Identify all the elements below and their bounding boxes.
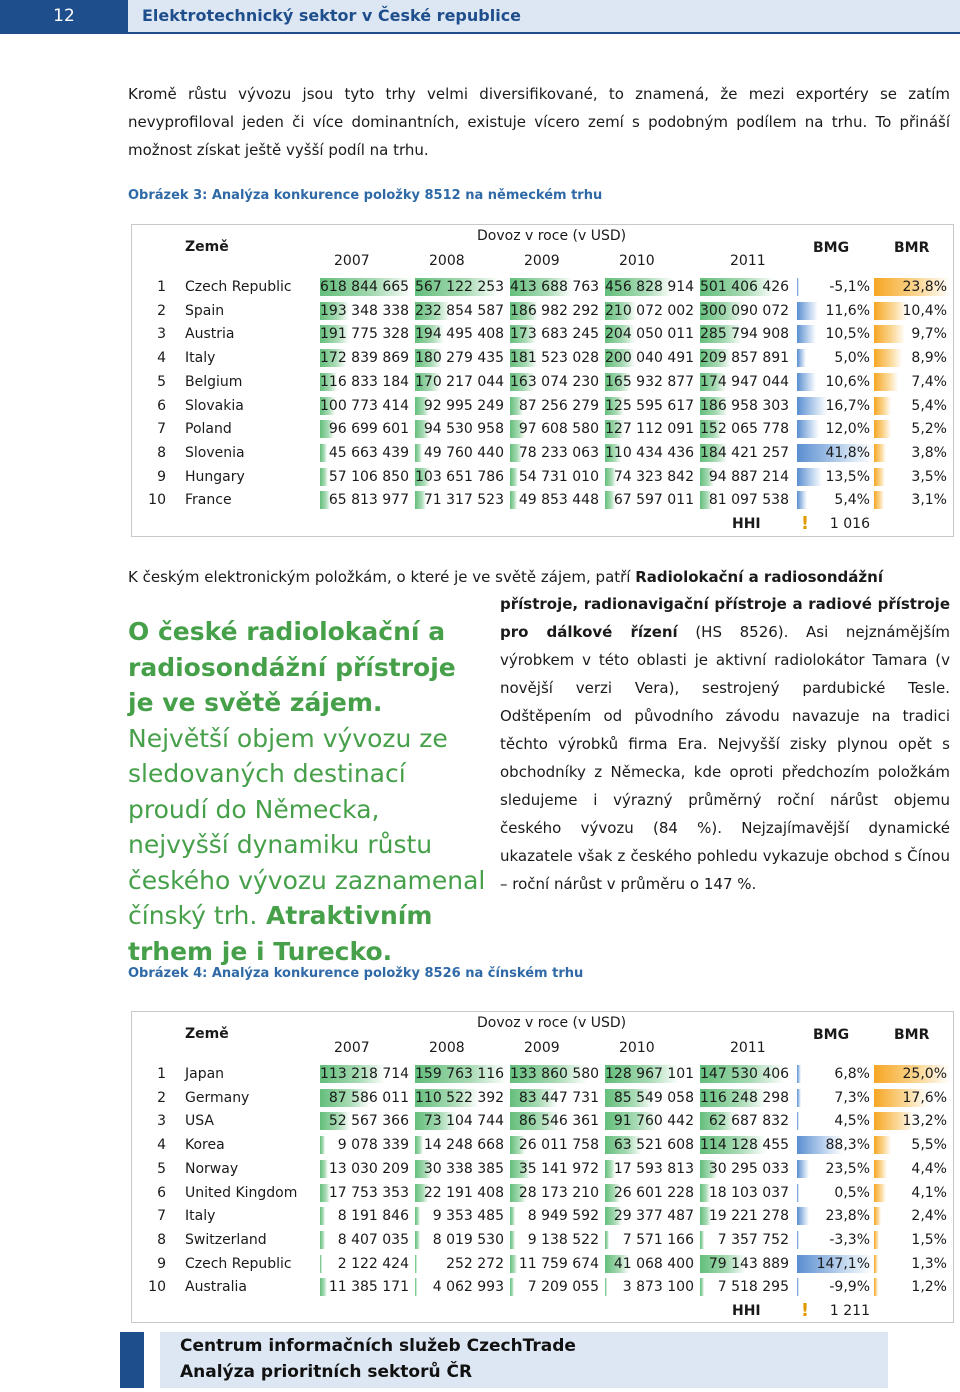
column-header-year: 2011 (730, 1040, 766, 1056)
table-cell-value: 85 549 058 (605, 1087, 697, 1109)
table-cell-bmr: 4,1% (874, 1182, 950, 1204)
table-cell-value: 128 967 101 (605, 1066, 695, 1082)
table-cell-value: 252 272 (415, 1253, 507, 1275)
column-header-year: 2009 (524, 1040, 560, 1056)
table-cell-bmg: 13,5% (797, 466, 873, 488)
bmg-databar (797, 1160, 809, 1178)
warning-icon: ! (800, 513, 810, 534)
value-databar (415, 1136, 423, 1154)
table-cell-bmg: 11,6% (797, 300, 873, 322)
table-cell-value: 204 050 011 (605, 326, 695, 343)
table-cell-value: 210 072 002 (605, 302, 695, 319)
table-cell-value: 110 434 436 (605, 444, 695, 461)
bmg-databar (797, 1278, 799, 1296)
table-cell-value: 103 651 786 (415, 468, 505, 485)
bmg-databar (797, 1065, 801, 1083)
table-cell-bmr: 1,2% (874, 1276, 950, 1298)
table-cell-bmg: 10,5% (797, 323, 873, 345)
bmg-databar (797, 1184, 799, 1202)
table-cell-value: 18 103 037 (700, 1182, 792, 1204)
table-cell-bmg: 41,8% (797, 442, 873, 464)
footer-accent-bar (120, 1332, 144, 1388)
table-cell-value: 147 530 406 (700, 1066, 790, 1082)
table-cell-value: 125 595 617 (605, 397, 695, 414)
table-cell-value: 96 699 601 (320, 418, 412, 440)
table-cell-bmr: 3,1% (874, 489, 950, 511)
bmg-databar (797, 349, 806, 367)
bmg-databar (797, 325, 816, 343)
table-cell-value: 194 495 408 (415, 326, 505, 343)
table-cell-value: 17 753 353 (320, 1182, 412, 1204)
table-cell-value: 19 221 278 (700, 1205, 792, 1227)
table-cell-value: 180 279 435 (415, 350, 505, 367)
page-header (0, 0, 960, 32)
table-cell-value: 8 019 530 (415, 1229, 507, 1251)
table-row-country: Slovenia (185, 444, 245, 461)
bmg-databar (797, 373, 816, 391)
table-cell-value: 232 854 587 (415, 302, 505, 319)
table-row-number: 4 (157, 350, 166, 367)
column-header-year: 2009 (524, 253, 560, 269)
table-cell-bmr: 5,4% (874, 395, 950, 417)
table-cell-value: 9 138 522 (510, 1229, 602, 1251)
table-cell-value: 97 608 580 (510, 418, 602, 440)
column-header-year: 2007 (334, 1040, 370, 1056)
section-lead-text: K českým elektronickým položkám, o které je ve světě zájem, patří (128, 568, 636, 586)
table-cell-value: 165 932 877 (605, 373, 695, 390)
pull-quote (128, 614, 488, 969)
bmg-databar (797, 1089, 801, 1107)
table-cell-value: 73 104 744 (415, 1110, 507, 1132)
table-cell-value: 191 775 328 (320, 326, 410, 343)
value-databar (320, 444, 327, 462)
table-cell-value: 49 853 448 (510, 489, 602, 511)
table-cell-value: 78 233 063 (510, 442, 602, 464)
table-cell-value: 71 317 523 (415, 489, 507, 511)
table-row-country: Italy (185, 1208, 216, 1225)
figure4-caption: Obrázek 4: Analýza konkurence položky 8526 na čínském trhu (128, 966, 584, 981)
table-cell-value: 200 040 491 (605, 350, 695, 367)
table-cell-bmg: 0,5% (797, 1182, 873, 1204)
column-header-year: 2011 (730, 253, 766, 269)
figure3-caption: Obrázek 3: Analýza konkurence položky 8512 na německém trhu (128, 188, 603, 203)
table-row-number: 10 (148, 1279, 166, 1296)
column-header-year: 2008 (429, 253, 465, 269)
table-cell-value: 8 407 035 (320, 1229, 412, 1251)
value-databar (320, 1136, 325, 1154)
table-row-number: 8 (157, 444, 166, 461)
bmr-databar (874, 349, 902, 367)
figure4-table (131, 1011, 954, 1323)
bmr-databar (874, 325, 905, 343)
pull-quote-bold1: O české radiolokační a radiosondážní přístroje je ve světě zájem. (128, 617, 456, 717)
table-cell-value: 174 947 044 (700, 373, 790, 390)
table-row-country: Austria (185, 326, 235, 343)
table-cell-value: 30 338 385 (415, 1158, 507, 1180)
table-cell-value: 13 030 209 (320, 1158, 412, 1180)
table-cell-bmg: 12,0% (797, 418, 873, 440)
right-column-text (500, 590, 950, 898)
section-lead-bold: Radiolokační a radiosondážní (635, 568, 883, 586)
bmr-databar (874, 1255, 878, 1273)
table-cell-bmr: 9,7% (874, 323, 950, 345)
bmg-databar (797, 420, 819, 438)
header-divider (0, 32, 960, 34)
table-cell-value: 8 949 592 (510, 1205, 602, 1227)
page-title: Elektrotechnický sektor v České republice (128, 0, 960, 32)
table-row-country: Norway (185, 1160, 239, 1177)
column-header-year: 2008 (429, 1040, 465, 1056)
table-cell-value: 87 256 279 (510, 395, 602, 417)
bmg-databar (797, 1231, 799, 1249)
table-cell-value: 86 546 361 (510, 1110, 602, 1132)
column-header-group: Dovoz v roce (v USD) (477, 228, 627, 244)
value-databar (510, 1255, 517, 1273)
page-number: 12 (0, 0, 128, 32)
value-databar (415, 1231, 420, 1249)
table-row-number: 1 (157, 1066, 166, 1082)
table-row-country: Germany (185, 1089, 250, 1106)
table-cell-value: 186 958 303 (700, 397, 790, 414)
table-cell-value: 184 421 257 (700, 444, 790, 461)
value-databar (320, 1231, 325, 1249)
table-cell-value: 11 759 674 (510, 1253, 602, 1275)
table-cell-value: 300 090 072 (700, 302, 790, 319)
bmr-databar (874, 1160, 887, 1178)
intro-paragraph: Kromě růstu vývozu jsou tyto trhy velmi diversifikované, to znamená, že mezi exportéry se zatím nevyprofiloval jeden či více dominantních, existuje vícero zemí s podobným podílem na trhu. To přináší možnost získat ještě vyšší podíl na trhu. (128, 85, 950, 159)
table-row-number: 5 (157, 373, 166, 390)
footer-line2: Analýza prioritních sektorů ČR (180, 1362, 473, 1382)
table-row-number: 2 (157, 1089, 166, 1106)
value-databar (510, 468, 518, 486)
table-cell-value: 110 522 392 (415, 1089, 505, 1106)
value-databar (415, 1278, 417, 1296)
table-row-country: Belgium (185, 373, 243, 390)
table-cell-bmr: 3,8% (874, 442, 950, 464)
table-cell-value: 7 571 166 (605, 1229, 697, 1251)
table-cell-value: 65 813 977 (320, 489, 412, 511)
table-cell-value: 127 112 091 (605, 421, 695, 438)
table-row-country: Korea (185, 1137, 225, 1154)
bmg-databar (797, 397, 827, 415)
value-databar (320, 1255, 322, 1273)
table-cell-bmg: 10,6% (797, 371, 873, 393)
table-cell-bmg: 5,0% (797, 347, 873, 369)
table-cell-value: 114 128 455 (700, 1137, 790, 1154)
table-row-number: 7 (157, 1208, 166, 1225)
table-cell-bmg: 23,8% (797, 1205, 873, 1227)
table-row-country: Australia (185, 1279, 247, 1296)
table-cell-value: 63 521 608 (605, 1134, 697, 1156)
table-row-number: 8 (157, 1231, 166, 1248)
footer-line1: Centrum informačních služeb CzechTrade (180, 1336, 576, 1356)
hhi-value: 1 211 (829, 1303, 870, 1319)
table-row-number: 1 (157, 279, 166, 295)
table-row-country: Italy (185, 350, 216, 367)
table-cell-value: 3 873 100 (605, 1276, 697, 1298)
right-column-bold: přístroje, radionavigační přístroje a radiové přístroje pro dálkové řízení (500, 595, 950, 641)
warning-icon: ! (800, 1300, 810, 1321)
table-row-number: 3 (157, 1113, 166, 1130)
table-cell-value: 45 663 439 (320, 442, 412, 464)
right-column-body: (HS 8526). Asi nejznámějším výrobkem v této oblasti je aktivní radiolokátor Tamara (v novější verzi Vera), sestrojený pardubické Tesle. Odštěpením od původního závodu navazuje na tradici těchto výrobků firma Era. Nejvyšší zisky plynou opět s obchodníky z Německa, kde oproti předchozím položkám sledujeme i výrazný průměrný roční nárůst objemu českého vývozu (84 %). Nejzajímavější dynamické ukazatele však z českého pohledu vykazuje obchod s Čínou – roční nárůst v průměru o 147 %. (500, 623, 950, 893)
table-row-country: Czech Republic (185, 279, 292, 295)
table-cell-value: 100 773 414 (320, 397, 410, 414)
table-row-number: 9 (157, 1255, 166, 1272)
table-cell-value: 567 122 253 (415, 279, 505, 295)
bmr-databar (874, 420, 891, 438)
value-databar (415, 444, 422, 462)
table-cell-value: 57 106 850 (320, 466, 412, 488)
table-cell-value: 501 406 426 (700, 279, 790, 295)
table-cell-value: 26 011 758 (510, 1134, 602, 1156)
table-cell-value: 26 601 228 (605, 1182, 697, 1204)
column-header-bmg: BMG (813, 240, 850, 256)
table-cell-value: 41 068 400 (605, 1253, 697, 1275)
table-row-country: United Kingdom (185, 1184, 298, 1201)
table-cell-value: 49 760 440 (415, 442, 507, 464)
table-cell-value: 186 982 292 (510, 302, 600, 319)
section-lead (128, 565, 950, 589)
bmg-databar (797, 468, 822, 486)
bmr-databar (874, 468, 885, 486)
table-cell-value: 67 597 011 (605, 489, 697, 511)
pull-quote-normal: Největší objem vývozu ze sledovaných destinací proudí do Německa, nejvyšší dynamiku růstu českého vývozu zaznamenal čínský trh. (128, 723, 486, 930)
table-cell-bmg: 88,3% (797, 1134, 873, 1156)
table-cell-bmg: 4,5% (797, 1110, 873, 1132)
table-row-country: Switzerland (185, 1231, 267, 1248)
table-cell-bmr: 10,4% (874, 300, 950, 322)
table-cell-value: 163 074 230 (510, 373, 600, 390)
table-cell-value: 79 143 889 (700, 1253, 792, 1275)
table-cell-value: 9 353 485 (415, 1205, 507, 1227)
table-cell-value: 14 248 668 (415, 1134, 507, 1156)
table-row-number: 2 (157, 302, 166, 319)
table-row-number: 10 (148, 492, 166, 509)
table-cell-value: 62 687 832 (700, 1110, 792, 1132)
table-row-number: 3 (157, 326, 166, 343)
bmr-databar (874, 491, 884, 509)
table-cell-bmr: 17,6% (874, 1087, 950, 1109)
table-cell-value: 17 593 813 (605, 1158, 697, 1180)
table-cell-bmg: -9,9% (797, 1276, 873, 1298)
hhi-label: HHI (732, 516, 761, 532)
column-header-year: 2010 (619, 253, 655, 269)
table-cell-bmr: 5,5% (874, 1134, 950, 1156)
column-header-year: 2007 (334, 253, 370, 269)
table-row-country: USA (185, 1113, 214, 1130)
table-cell-bmg: 23,5% (797, 1158, 873, 1180)
table-cell-value: 116 833 184 (320, 373, 410, 390)
table-cell-value: 133 860 580 (510, 1066, 600, 1082)
value-databar (700, 1278, 704, 1296)
table-cell-value: 413 688 763 (510, 279, 600, 295)
column-header-year: 2010 (619, 1040, 655, 1056)
value-databar (700, 1231, 704, 1249)
table-cell-value: 173 683 245 (510, 326, 600, 343)
table-cell-bmg: 7,3% (797, 1087, 873, 1109)
table-row-country: Slovakia (185, 397, 244, 414)
table-cell-bmr: 7,4% (874, 371, 950, 393)
bmr-databar (874, 1136, 891, 1154)
bmr-databar (874, 1207, 881, 1225)
table-row-country: Poland (185, 421, 232, 438)
table-cell-value: 22 191 408 (415, 1182, 507, 1204)
table-cell-value: 209 857 891 (700, 350, 790, 367)
bmr-databar (874, 444, 886, 462)
table-cell-bmg: 5,4% (797, 489, 873, 511)
table-cell-value: 618 844 665 (320, 276, 412, 298)
table-row-number: 4 (157, 1137, 166, 1154)
bmr-databar (874, 1184, 886, 1202)
column-header-country: Země (185, 239, 229, 255)
table-cell-bmr: 4,4% (874, 1158, 950, 1180)
table-cell-bmg: -5,1% (797, 276, 873, 298)
bmg-databar (797, 1207, 809, 1225)
value-databar (320, 1207, 325, 1225)
table-cell-value: 9 078 339 (320, 1134, 412, 1156)
table-cell-value: 52 567 366 (320, 1110, 412, 1132)
table-cell-value: 87 586 011 (320, 1087, 412, 1109)
bmr-databar (874, 1278, 878, 1296)
column-header-bmr: BMR (894, 240, 930, 256)
bmr-databar (874, 373, 898, 391)
table-cell-value: 152 065 778 (700, 421, 790, 438)
hhi-label: HHI (732, 1303, 761, 1319)
table-cell-value: 74 323 842 (605, 466, 697, 488)
table-cell-value: 193 348 338 (320, 302, 410, 319)
table-cell-bmg: 147,1% (797, 1253, 873, 1275)
table-row-number: 6 (157, 397, 166, 414)
table-row-number: 5 (157, 1160, 166, 1177)
value-databar (320, 1160, 328, 1178)
value-databar (415, 1255, 417, 1273)
column-header-bmg: BMG (813, 1027, 850, 1043)
value-databar (510, 491, 517, 509)
table-cell-value: 91 760 442 (605, 1110, 697, 1132)
bmr-databar (874, 397, 891, 415)
table-cell-value: 159 763 116 (415, 1063, 507, 1085)
value-databar (320, 468, 328, 486)
column-header-country: Země (185, 1026, 229, 1042)
table-row-country: Spain (185, 302, 225, 319)
hhi-value: 1 016 (829, 516, 870, 532)
table-row-number: 7 (157, 421, 166, 438)
table-cell-value: 113 218 714 (320, 1066, 410, 1082)
table-cell-value: 92 995 249 (415, 395, 507, 417)
table-cell-value: 94 530 958 (415, 418, 507, 440)
table-cell-value: 4 062 993 (415, 1276, 507, 1298)
value-databar (415, 1207, 420, 1225)
table-row-country: Hungary (185, 468, 245, 485)
value-databar (605, 1231, 609, 1249)
bmg-databar (797, 491, 807, 509)
table-cell-value: 8 191 846 (320, 1205, 412, 1227)
column-header-bmr: BMR (894, 1027, 930, 1043)
table-cell-value: 11 385 171 (320, 1276, 412, 1298)
table-cell-value: 7 209 055 (510, 1276, 602, 1298)
figure3-table (131, 224, 954, 537)
table-cell-value: 83 447 731 (510, 1087, 602, 1109)
bmg-databar (797, 302, 818, 320)
table-cell-value: 29 377 487 (605, 1205, 697, 1227)
table-cell-value: 2 122 424 (320, 1253, 412, 1275)
table-cell-bmr: 13,2% (874, 1110, 950, 1132)
table-cell-value: 172 839 869 (320, 350, 410, 367)
table-cell-value: 181 523 028 (510, 350, 600, 367)
table-row-number: 9 (157, 468, 166, 485)
table-cell-value: 285 794 908 (700, 326, 790, 343)
table-row-country: Czech Republic (185, 1255, 292, 1272)
table-row-number: 6 (157, 1184, 166, 1201)
table-row-country: Japan (185, 1066, 225, 1082)
table-cell-bmr: 5,2% (874, 418, 950, 440)
value-databar (510, 1231, 515, 1249)
value-databar (510, 1278, 514, 1296)
value-databar (605, 1278, 607, 1296)
table-cell-value: 456 828 914 (605, 279, 695, 295)
value-databar (510, 1207, 515, 1225)
table-cell-bmr: 8,9% (874, 347, 950, 369)
table-cell-bmr: 1,5% (874, 1229, 950, 1251)
table-cell-value: 81 097 538 (700, 489, 792, 511)
table-cell-bmg: 6,8% (797, 1063, 873, 1085)
table-cell-value: 94 887 214 (700, 466, 792, 488)
pull-quote-bold2: Atraktivním trhem je i Turecko. (128, 901, 433, 966)
bmr-databar (874, 1231, 879, 1249)
table-cell-value: 30 295 033 (700, 1158, 792, 1180)
table-cell-value: 7 357 752 (700, 1229, 792, 1251)
table-cell-value: 170 217 044 (415, 373, 505, 390)
table-row-country: France (185, 492, 232, 509)
table-cell-value: 54 731 010 (510, 466, 602, 488)
table-cell-value: 35 141 972 (510, 1158, 602, 1180)
table-cell-bmr: 2,4% (874, 1205, 950, 1227)
table-cell-bmr: 3,5% (874, 466, 950, 488)
table-cell-bmg: 16,7% (797, 395, 873, 417)
bmg-databar (797, 278, 799, 296)
value-databar (320, 1278, 327, 1296)
table-cell-bmr: 1,3% (874, 1253, 950, 1275)
table-cell-value: 28 173 210 (510, 1182, 602, 1204)
table-cell-value: 116 248 298 (700, 1089, 790, 1106)
bmg-databar (797, 1112, 799, 1130)
table-cell-bmr: 23,8% (874, 276, 950, 298)
table-cell-value: 7 518 295 (700, 1276, 792, 1298)
table-cell-bmg: -3,3% (797, 1229, 873, 1251)
column-header-group: Dovoz v roce (v USD) (477, 1015, 627, 1031)
table-cell-bmr: 25,0% (874, 1063, 950, 1085)
